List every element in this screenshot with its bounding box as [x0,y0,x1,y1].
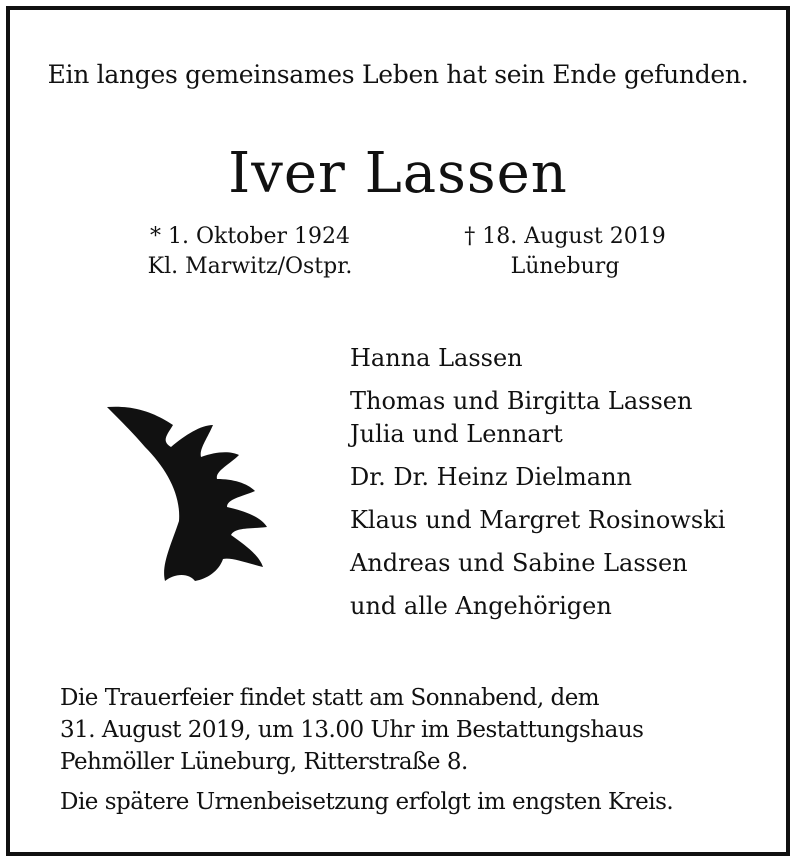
death-info [405,222,725,282]
signer-line: Klaus und Margret Rosinowski [350,506,726,534]
signer-line: Thomas und Birgitta Lassen [350,387,693,415]
signer-line: Julia und Lennart [350,420,563,448]
signer-line: Dr. Dr. Heinz Dielmann [350,463,632,491]
death-date: † 18. August 2019 [464,224,666,249]
funeral-notice [60,682,673,818]
signer-line: und alle Angehörigen [350,592,612,620]
signer-line: Andreas und Sabine Lassen [350,549,688,577]
notice-line: Pehmöller Lüneburg, Ritterstraße 8. [60,749,468,775]
signer-line: Hanna Lassen [350,344,523,372]
death-place: Lüneburg [510,254,620,279]
signers-list [350,342,725,623]
birth-place: Kl. Marwitz/Ostpr. [147,254,353,279]
notice-line: Die Trauerfeier findet statt am Sonnabend, dem [60,685,600,711]
deceased-name: Iver Lassen [228,141,568,206]
notice-line: 31. August 2019, um 13.00 Uhr im Bestattungshaus [60,717,644,743]
birth-date: * 1. Oktober 1924 [149,224,351,249]
obituary-frame [6,6,790,856]
birth-info [90,222,410,282]
notice-line: Die spätere Urnenbeisetzung erfolgt im engsten Kreis. [60,789,674,815]
antler-icon [105,395,280,585]
intro-text: Ein langes gemeinsames Leben hat sein Ende gefunden. [47,60,749,89]
